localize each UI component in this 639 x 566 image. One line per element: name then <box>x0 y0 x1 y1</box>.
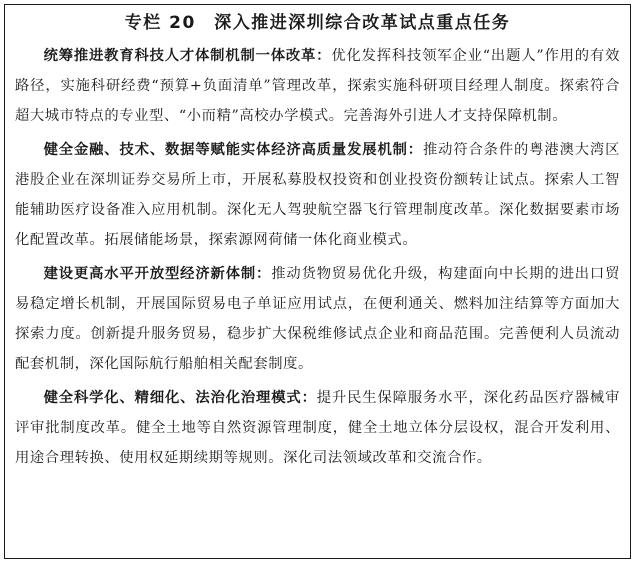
section-body: 优化发挥科技领军企业“出题人”作用的有效路径，实施科研经费“预算+负面清单”管理改革，探索实施科研项目经理人制度。探索符合超大城市特点的专业型、“小而精”高校办学模式。完善海外引进人才支持保障机制。 <box>15 48 620 124</box>
box-title: 专栏 20 深入推进深圳综合改革试点重点任务 <box>124 13 511 33</box>
section-heading: 建设更高水平开放型经济新体制： <box>43 266 272 282</box>
section-governance <box>15 383 620 473</box>
section-heading: 健全金融、技术、数据等赋能实体经济高质量发展机制： <box>43 142 423 158</box>
section-body: 提升民生保障服务水平，深化药品医疗器械审评审批制度改革。健全土地等自然资源管理制度，健全土地立体分层设权，混合开发利用、用途合理转换、使用权延期续期等规则。深化司法领域改革和交流合作。 <box>15 390 620 466</box>
section-body: 推动符合条件的粤港澳大湾区港股企业在深圳证券交易所上市，开展私募股权投资和创业投资份额转让试点。探索人工智能辅助医疗设备准入应用机制。深化无人驾驶航空器飞行管理制度改革。深化数据要素市场化配置改革。拓展储能场景，探索源网荷储一体化商业模式。 <box>15 142 620 248</box>
section-body: 推动货物贸易优化升级，构建面向中长期的进出口贸易稳定增长机制，开展国际贸易电子单证应用试点，在便利通关、燃料加注结算等方面加大探索力度。创新提升服务贸易，稳步扩大保税维修试点企业和商品范围。完善便利人员流动配套机制，深化国际航行船舶相关配套制度。 <box>15 266 620 372</box>
section-education-tech-talent <box>15 41 620 131</box>
section-heading: 统筹推进教育科技人才体制机制一体改革： <box>43 48 332 64</box>
column-box <box>4 4 631 559</box>
section-finance-tech-data <box>15 135 620 255</box>
section-heading: 健全科学化、精细化、法治化治理模式： <box>43 390 317 406</box>
section-open-economy <box>15 259 620 379</box>
